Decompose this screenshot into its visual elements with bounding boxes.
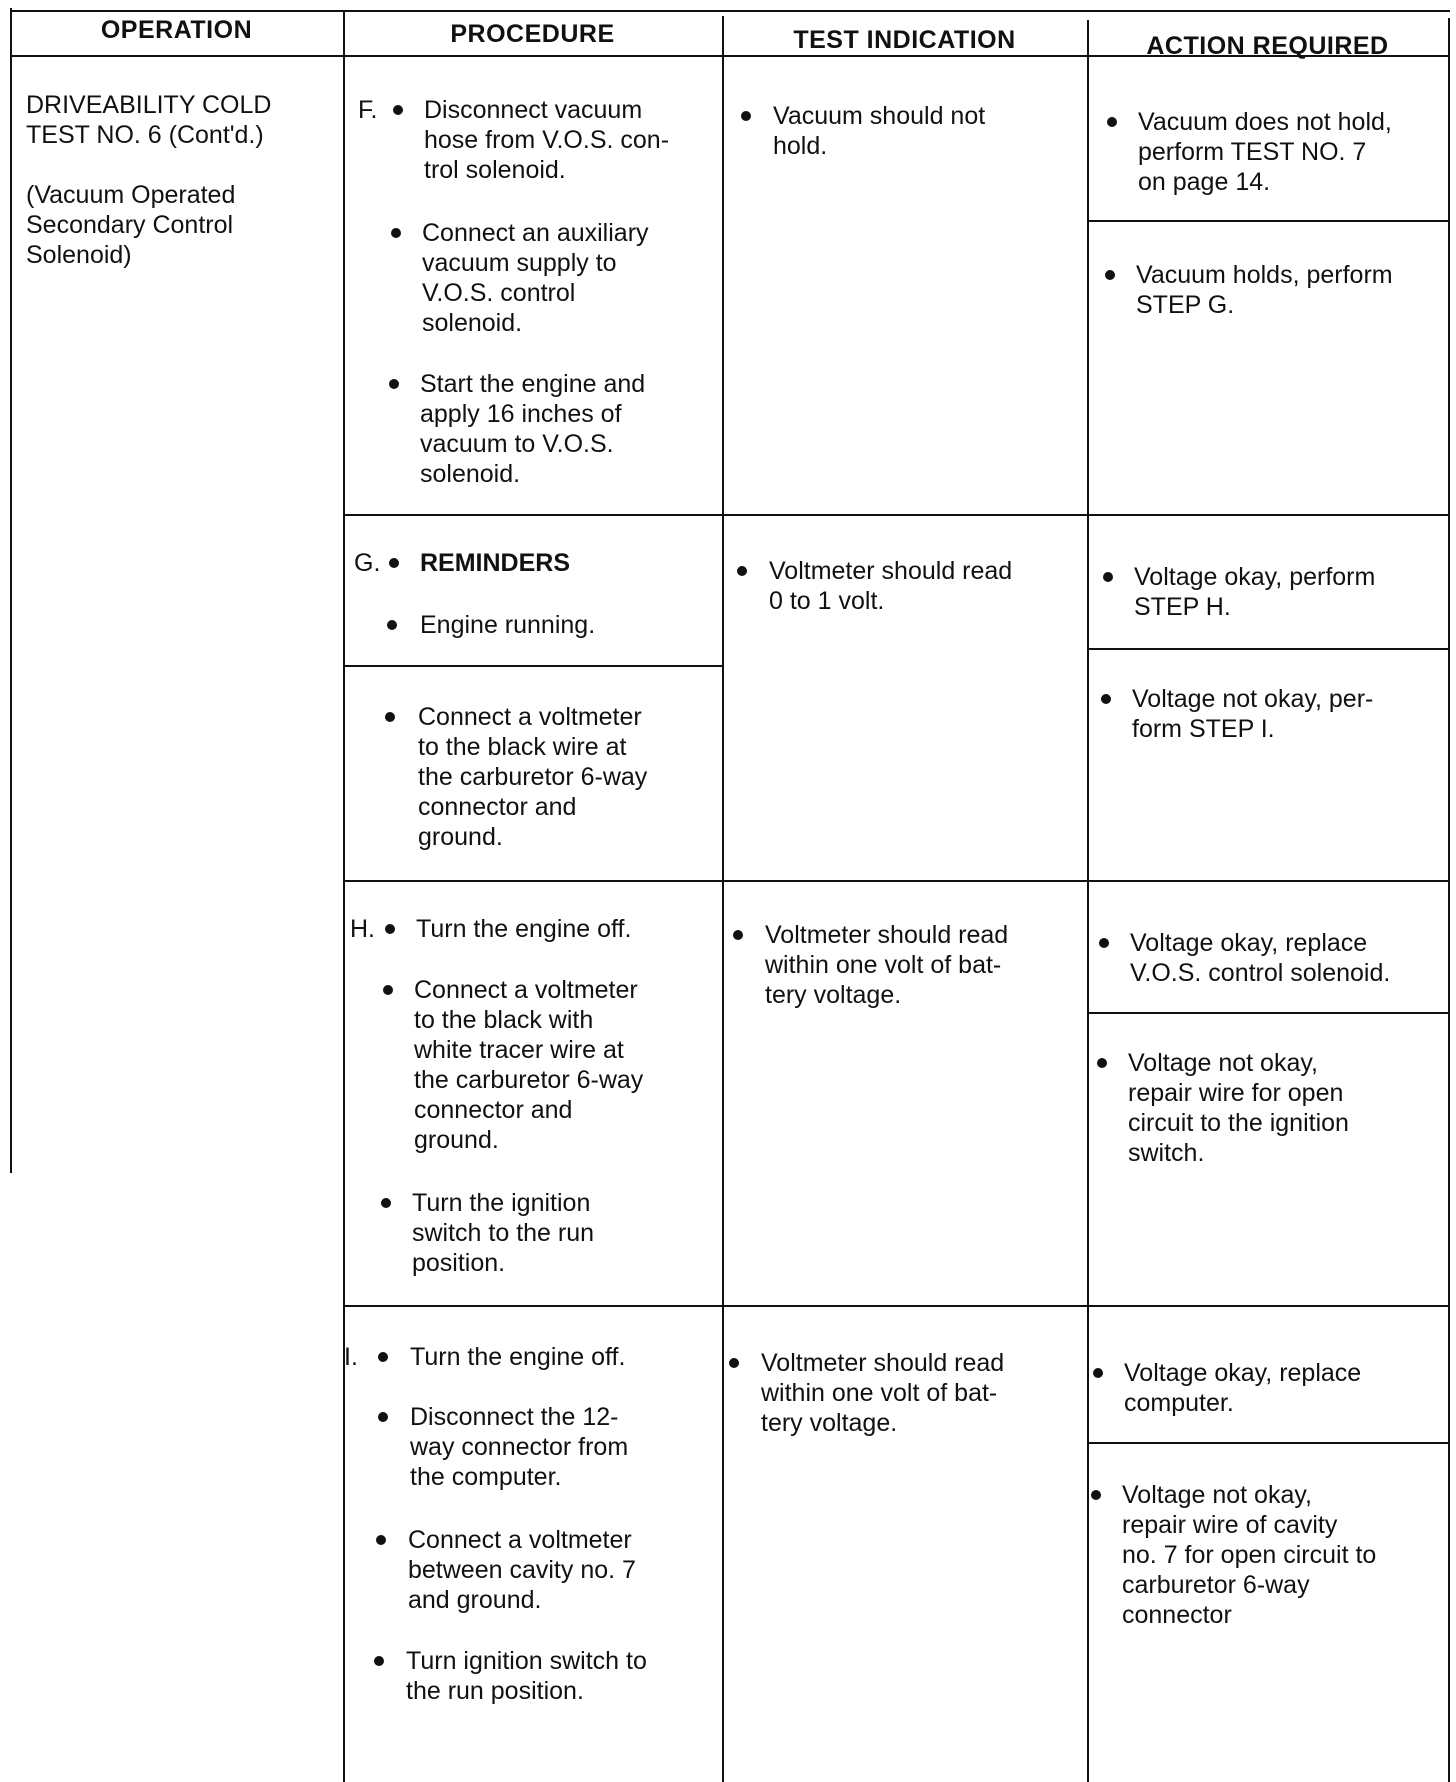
step-g-test-bullet-icon [737,566,747,576]
step-h-procedure-1-bullet-icon [385,924,395,934]
step-h-action-2-line: switch. [1128,1139,1205,1167]
row-divider-g-h [343,880,1450,882]
step-h-procedure-2 [414,975,643,1155]
step-i-action-2-line: Voltage not okay, [1122,1481,1312,1509]
step-g-reminders-bullet-icon [389,558,399,568]
step-g-reminders-label: REMINDERS [420,549,571,577]
step-i-action-2-line: carburetor 6-way [1122,1571,1310,1599]
step-i-procedure-2 [410,1402,628,1492]
step-i-action-1-bullet-icon [1093,1368,1103,1378]
step-g-procedure-1-line: the carburetor 6-way [418,763,648,791]
step-f-procedure-3 [420,369,645,489]
step-i-procedure-3 [408,1525,636,1615]
step-h-action-1-line: V.O.S. control solenoid. [1130,959,1391,987]
header-test-indication: TEST INDICATION [793,26,1016,54]
step-h-test-line: tery voltage. [765,981,902,1009]
step-h-procedure-3 [412,1188,594,1278]
step-f-action-2-bullet-icon [1105,270,1115,280]
step-g-reminder-line: Engine running. [420,611,596,639]
operation-title-line: DRIVEABILITY COLD [26,91,272,119]
step-h-procedure-2-line: connector and [414,1096,573,1124]
operation-subtitle-line: Secondary Control [26,211,234,239]
action-divider-i [1087,1442,1450,1444]
step-i-procedure-4 [406,1646,647,1706]
step-i-procedure-3-line: Connect a voltmeter [408,1526,632,1554]
table-border-right [1448,18,1450,1782]
step-i-procedure-4-line: the run position. [406,1677,584,1705]
step-i-test-line: tery voltage. [761,1409,898,1437]
step-h-test-line: Voltmeter should read [765,921,1009,949]
step-g-action-2-line: form STEP I. [1132,715,1275,743]
step-f-test-line: hold. [773,132,828,160]
step-g-procedure-1-line: ground. [418,823,503,851]
step-f-procedure-2 [422,218,649,338]
step-g-action-1-bullet-icon [1103,572,1113,582]
step-f-procedure-1-bullet-icon [393,105,403,115]
action-divider-f [1087,220,1450,222]
step-i-action-2-bullet-icon [1091,1490,1101,1500]
step-i-test-bullet-icon [729,1358,739,1368]
row-divider-h-i [343,1305,1450,1307]
step-f-marker: F. [358,96,378,124]
step-f-action-2 [1136,260,1393,320]
step-i-action-1-line: computer. [1124,1389,1234,1417]
column-divider-operation [343,10,345,1782]
step-f-procedure-2-line: vacuum supply to [422,249,617,277]
column-divider-procedure [722,16,724,1782]
step-f-procedure-1-line: hose from V.O.S. con- [424,126,670,154]
operation-subtitle [26,180,235,270]
step-g-action-2-line: Voltage not okay, per- [1132,685,1374,713]
step-i-procedure-2-line: the computer. [410,1463,562,1491]
step-g-procedure-1 [418,702,647,852]
step-h-procedure-2-line: to the black with [414,1006,594,1034]
step-h-procedure-1 [416,914,631,944]
step-i-action-2-line: repair wire of cavity [1122,1511,1338,1539]
step-i-procedure-2-bullet-icon [378,1412,388,1422]
step-g-reminder-bullet-icon [387,620,397,630]
column-divider-test [1087,20,1089,1782]
header-action-required: ACTION REQUIRED [1146,32,1389,60]
step-g-procedure-1-line: to the black wire at [418,733,627,761]
step-g-marker: G. [354,549,381,577]
step-g-action-2-bullet-icon [1101,694,1111,704]
step-h-procedure-2-line: the carburetor 6-way [414,1066,644,1094]
step-h-test-line: within one volt of bat- [765,951,1002,979]
step-g-procedure-1-line: Connect a voltmeter [418,703,642,731]
header-operation: OPERATION [100,16,253,44]
operation-subtitle-line: Solenoid) [26,241,132,269]
step-f-procedure-3-line: vacuum to V.O.S. [420,430,614,458]
step-i-procedure-1-line: Turn the engine off. [410,1343,626,1371]
step-i-procedure-4-line: Turn ignition switch to [406,1647,647,1675]
action-divider-g [1087,648,1450,650]
divider-g-reminders [343,665,722,667]
step-h-test [765,920,1008,1010]
step-h-procedure-3-line: switch to the run [412,1219,595,1247]
step-f-test [773,101,985,161]
step-f-test-line: Vacuum should not [773,102,986,130]
step-h-procedure-1-line: Turn the engine off. [416,915,632,943]
step-f-action-1-line: perform TEST NO. 7 [1138,138,1367,166]
step-f-action-2-line: STEP G. [1136,291,1235,319]
step-h-action-2-line: Voltage not okay, [1128,1049,1318,1077]
step-f-procedure-3-line: solenoid. [420,460,521,488]
header-procedure: PROCEDURE [450,20,615,48]
step-i-procedure-4-bullet-icon [374,1656,384,1666]
step-h-procedure-3-line: Turn the ignition [412,1189,591,1217]
step-f-procedure-3-bullet-icon [389,379,399,389]
step-i-procedure-2-line: way connector from [410,1433,629,1461]
step-i-procedure-1 [410,1342,625,1372]
step-i-action-1-line: Voltage okay, replace [1124,1359,1362,1387]
step-h-action-2-line: repair wire for open [1128,1079,1344,1107]
step-h-action-1-line: Voltage okay, replace [1130,929,1368,957]
step-g-test [769,556,1012,616]
step-h-procedure-2-bullet-icon [383,985,393,995]
step-g-action-1-line: STEP H. [1134,593,1231,621]
table-border-top [10,10,1450,12]
step-h-procedure-3-bullet-icon [381,1198,391,1208]
step-h-procedure-2-line: white tracer wire at [414,1036,624,1064]
step-g-test-line: 0 to 1 volt. [769,587,885,615]
step-f-action-1 [1138,107,1392,197]
step-h-test-bullet-icon [733,930,743,940]
step-f-procedure-2-line: Connect an auxiliary [422,219,649,247]
step-h-marker: H. [350,915,375,943]
step-h-procedure-3-line: position. [412,1249,506,1277]
step-h-action-2-line: circuit to the ignition [1128,1109,1349,1137]
step-f-action-2-line: Vacuum holds, perform [1136,261,1393,289]
row-divider-f-g [343,514,1450,516]
step-i-test-line: Voltmeter should read [761,1349,1005,1377]
step-f-action-1-line: Vacuum does not hold, [1138,108,1392,136]
step-i-procedure-2-line: Disconnect the 12- [410,1403,619,1431]
step-h-action-2-bullet-icon [1097,1058,1107,1068]
step-f-procedure-2-line: V.O.S. control [422,279,576,307]
step-g-action-2 [1132,684,1373,744]
step-i-test-line: within one volt of bat- [761,1379,998,1407]
step-g-action-1-line: Voltage okay, perform [1134,563,1376,591]
step-f-procedure-1-line: trol solenoid. [424,156,566,184]
step-g-procedure-1-line: connector and [418,793,577,821]
step-f-test-bullet-icon [741,111,751,121]
operation-title-line: TEST NO. 6 (Cont'd.) [26,121,264,149]
step-h-procedure-2-line: ground. [414,1126,499,1154]
step-h-action-1-bullet-icon [1099,938,1109,948]
step-h-procedure-2-line: Connect a voltmeter [414,976,638,1004]
step-i-test [761,1348,1004,1438]
step-f-procedure-2-bullet-icon [391,228,401,238]
step-i-marker: I. [344,1343,358,1371]
step-f-action-1-line: on page 14. [1138,168,1271,196]
step-i-action-2-line: no. 7 for open circuit to [1122,1541,1377,1569]
step-i-procedure-3-line: between cavity no. 7 [408,1556,636,1584]
step-i-procedure-1-bullet-icon [378,1352,388,1362]
step-f-procedure-3-line: apply 16 inches of [420,400,622,428]
action-divider-h [1087,1012,1450,1014]
step-i-action-1 [1124,1358,1361,1418]
step-f-procedure-2-line: solenoid. [422,309,523,337]
step-g-action-1 [1134,562,1375,622]
step-g-reminder [420,610,595,640]
step-f-action-1-bullet-icon [1107,117,1117,127]
step-i-procedure-3-bullet-icon [376,1535,386,1545]
step-h-action-2 [1128,1048,1349,1168]
step-f-procedure-1 [424,95,669,185]
step-i-action-2 [1122,1480,1376,1630]
step-h-action-1 [1130,928,1390,988]
step-g-test-line: Voltmeter should read [769,557,1013,585]
step-f-procedure-3-line: Start the engine and [420,370,646,398]
step-i-action-2-line: connector [1122,1601,1232,1629]
table-border-left [10,8,12,1173]
operation-subtitle-line: (Vacuum Operated [26,181,236,209]
operation-title [26,90,271,150]
step-g-procedure-1-bullet-icon [385,712,395,722]
step-f-procedure-1-line: Disconnect vacuum [424,96,643,124]
step-i-procedure-3-line: and ground. [408,1586,542,1614]
